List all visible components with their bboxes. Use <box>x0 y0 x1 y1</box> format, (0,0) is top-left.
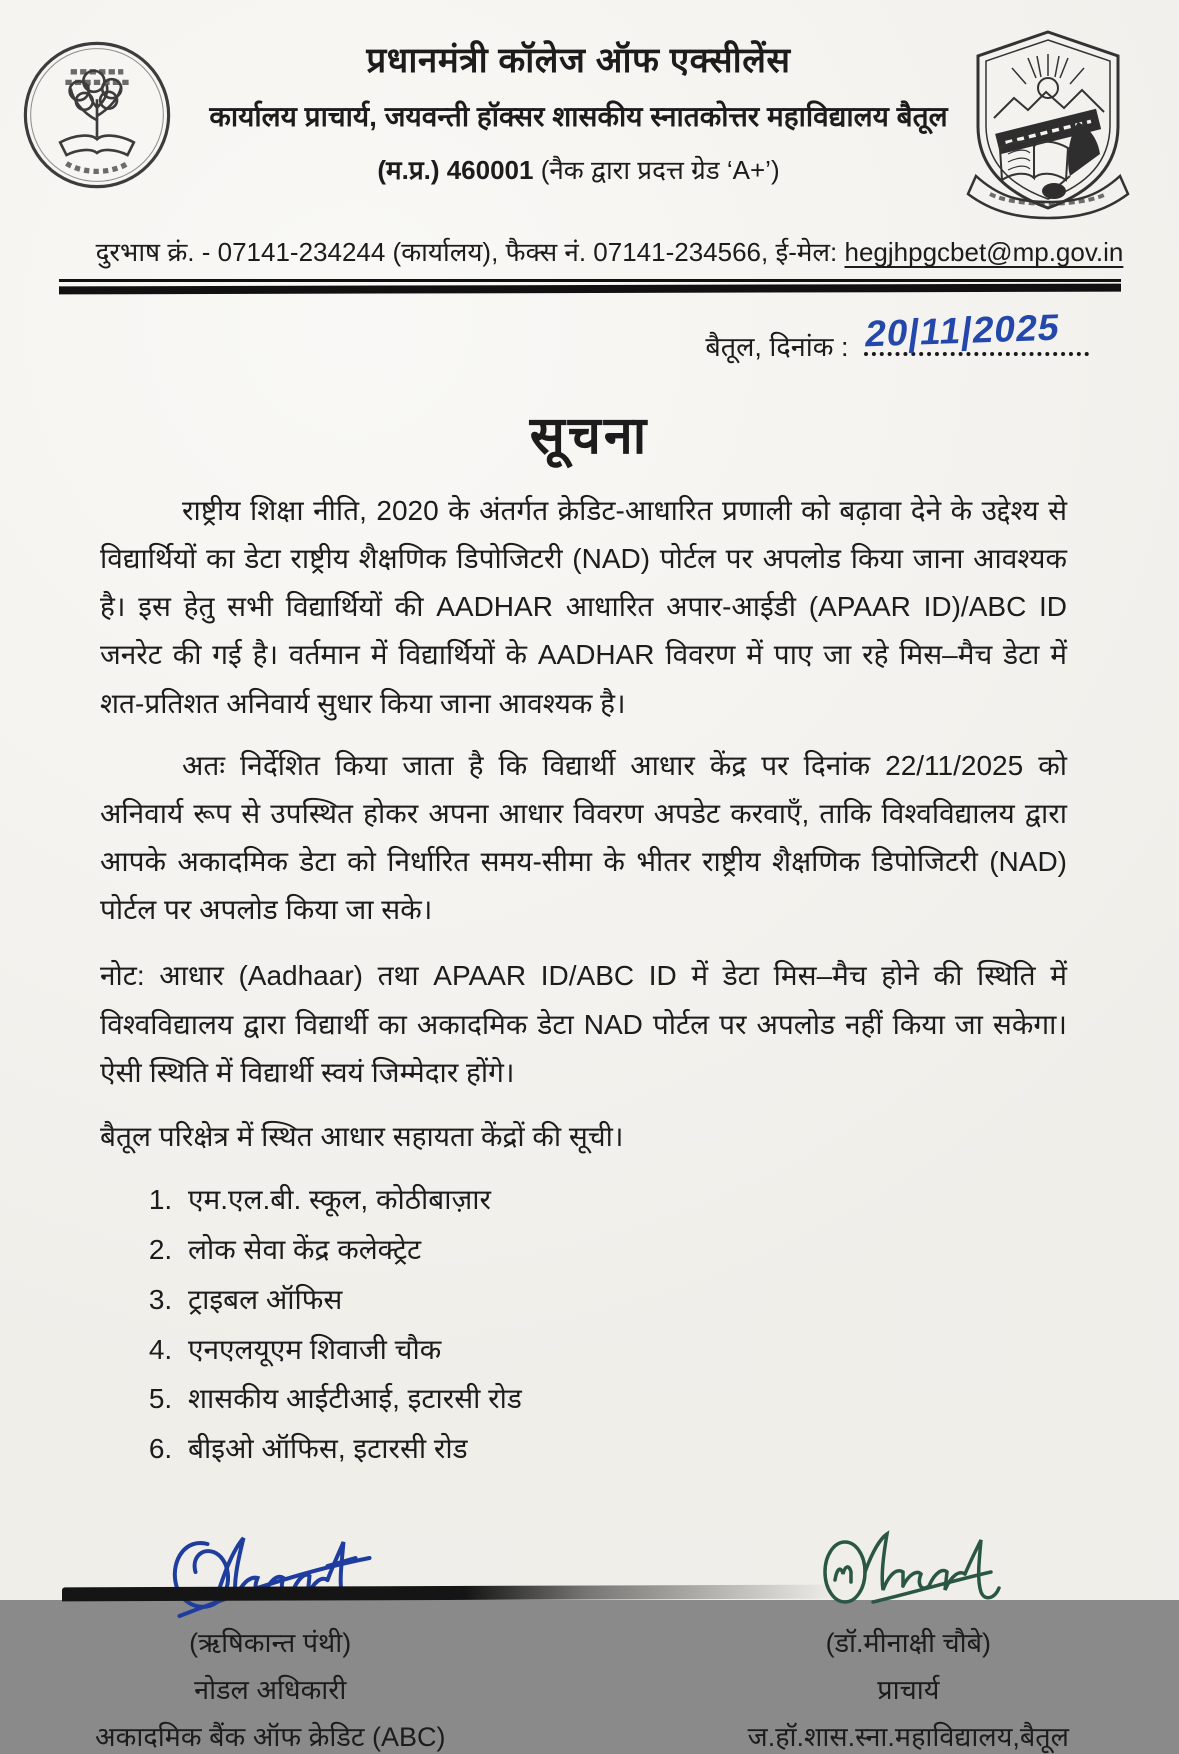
handwritten-signature-green-icon <box>803 1514 1013 1629</box>
signatory-organization: अकादमिक बैंक ऑफ क्रेडिट (ABC) <box>95 1722 446 1752</box>
phone-fax-text: दुरभाष क्रं. - 07141-234244 (कार्यालय), फैक्स नं. 07141-234566, ई-मेल: <box>95 237 845 267</box>
date-dotted-line <box>862 306 1089 356</box>
list-item: 5. शासकीय आईटीआई, इटारसी रोड <box>180 1374 1179 1424</box>
paragraph-nep-intro: राष्ट्रीय शिक्षा नीति, 2020 के अंतर्गत क्रेडिट-आधारित प्रणाली को बढ़ावा देने के उद्देश्य से विद्यार्थियों का डेटा राष्ट्रीय शैक्षणिक डिपोजिटरी (NAD) पोर्टल पर अपलोड किया जाना आवश्यक है। इस हेतु सभी विद्यार्थियों की AADHAR आधारित अपार-आईडी (APAAR ID)/ABC ID जनरेट की गई है। वर्तमान में विद्यार्थियों के AADHAR विवरण में पाए जा रहे मिस–मैच डेटा में शत-प्रतिशत अनिवार्य सुधार किया जाना आवश्यक है। <box>100 495 1067 719</box>
paragraph-note: नोट: आधार (Aadhaar) तथा APAAR ID/ABC ID में डेटा मिस–मैच होने की स्थिति में विश्वविद्यालय द्वारा विद्यार्थी का अकादमिक डेटा NAD पोर्टल पर अपलोड नहीं किया जा सकेगा। ऐसी स्थिति में विद्यार्थी स्वयं जिम्मेदार होंगे। <box>100 960 1067 1088</box>
tree-book-seal-icon <box>18 36 176 194</box>
signature-section <box>0 1474 1179 1754</box>
college-name: प्रधानमंत्री कॉलेज ऑफ एक्सीलेंस <box>366 41 791 80</box>
signatory-designation: प्राचार्य <box>877 1675 940 1705</box>
address-line <box>203 151 954 187</box>
date-line <box>0 293 1179 364</box>
signature-block-nodal-officer <box>95 1514 445 1754</box>
naac-grade: (नैक द्वारा प्रदत्त ग्रेड ‘A+’) <box>540 155 780 185</box>
list-item: 6. बीइओ ऑफिस, इटारसी रोड <box>180 1424 1179 1474</box>
list-item: 3. ट्राइबल ऑफिस <box>180 1275 1179 1325</box>
notice-title: सूचना <box>529 407 650 465</box>
city-pin: (म.प्र.) 460001 <box>377 155 534 185</box>
aadhaar-centers-list <box>152 1175 1179 1474</box>
notice-body <box>0 487 1179 1161</box>
date-label: बैतूल, दिनांक : <box>705 332 849 362</box>
email-address: hegjhpgcbet@mp.gov.in <box>844 237 1124 267</box>
letterhead <box>0 0 1179 231</box>
list-item: 2. लोक सेवा केंद्र कलेक्ट्रेट <box>180 1225 1179 1275</box>
paragraph-instruction: अतः निर्देशित किया जाता है कि विद्यार्थी आधार केंद्र पर दिनांक 22/11/2025 को अनिवार्य रूप से उपस्थित होकर अपना आधार विवरण अपडेट करवाएँ, ताकि विश्वविद्यालय द्वारा आपके अकादमिक डेटा को निर्धारित समय-सीमा के भीतर राष्ट्रीय शैक्षणिक डिपोजिटरी (NAD) पोर्टल पर अपलोड किया जा सके। <box>100 749 1067 926</box>
signatory-name: (डॉ.मीनाक्षी चौबे) <box>825 1628 992 1658</box>
signatory-designation: नोडल अधिकारी <box>194 1675 347 1705</box>
office-line: कार्यालय प्राचार्य, जयवन्ती हॉक्सर शासकीय स्नातकोत्तर महाविद्यालय बैतूल <box>209 101 948 132</box>
handwritten-signature-blue-icon <box>153 1514 388 1629</box>
college-emblem-logo <box>954 26 1169 231</box>
header-rule-thin <box>59 279 1121 282</box>
scan-artifact-bar <box>62 1585 837 1602</box>
contact-line <box>0 233 1179 269</box>
centers-list-intro: बैतूल परिक्षेत्र में स्थित आधार सहायता केंद्रों की सूची। <box>100 1120 624 1152</box>
signatory-name: (ऋषिकान्त पंथी) <box>189 1628 352 1658</box>
list-item: 1. एम.एल.बी. स्कूल, कोठीबाज़ार <box>180 1175 1179 1225</box>
letterhead-text <box>203 26 954 187</box>
list-item: 4. एनएलयूएम शिवाजी चौक <box>180 1325 1179 1375</box>
college-seal-logo <box>18 26 203 199</box>
handwritten-date: 20|11|2025 <box>862 306 1063 355</box>
signature-block-principal <box>748 1514 1069 1754</box>
shield-book-quill-emblem-icon <box>954 26 1142 226</box>
signatory-organization: ज.हॉ.शास.स्ना.महाविद्यालय,बैतूल <box>747 1722 1069 1752</box>
